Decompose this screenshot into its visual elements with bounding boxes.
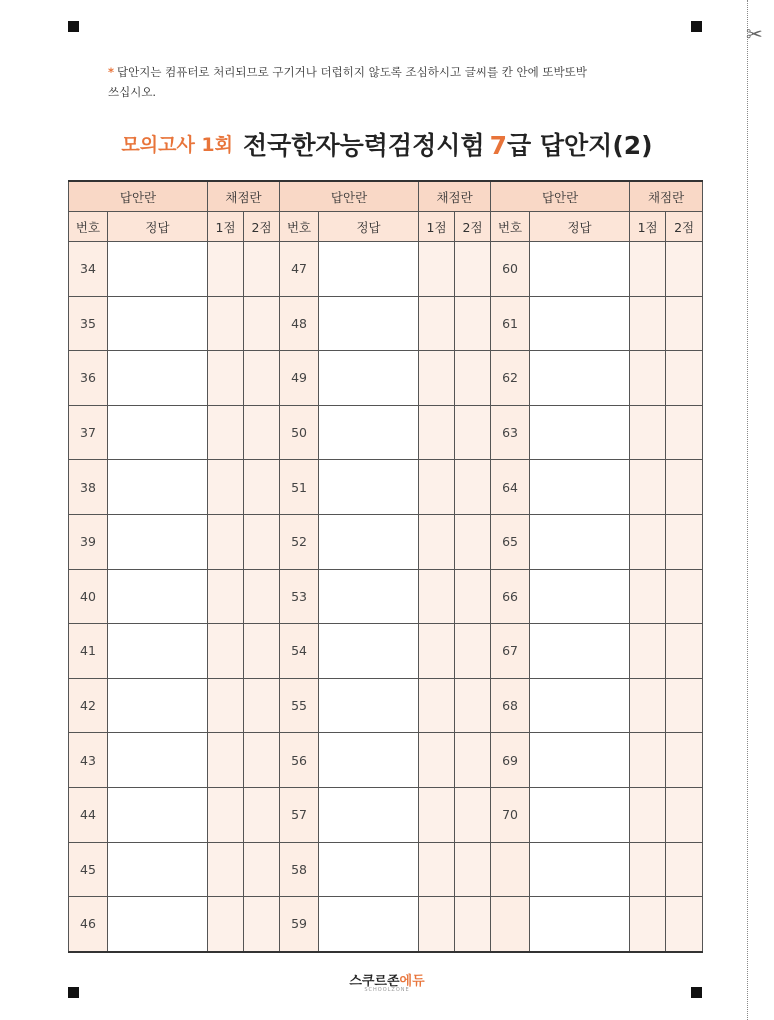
answer-header: 정답	[530, 212, 630, 242]
title-suffix: 급 답안지(2)	[507, 131, 653, 160]
answer-row	[69, 733, 703, 788]
answer-header: 정답	[319, 212, 419, 242]
score2-cell	[244, 242, 280, 297]
score2-cell	[244, 678, 280, 733]
answer-row	[69, 569, 703, 624]
answer-row	[69, 514, 703, 569]
score2-cell	[244, 296, 280, 351]
answer-cell[interactable]	[108, 624, 208, 679]
registration-mark-top-right	[691, 21, 702, 32]
score1-cell	[208, 624, 244, 679]
score1-cell	[630, 460, 666, 515]
score2-cell	[666, 897, 703, 952]
score2-cell	[666, 514, 703, 569]
score2-cell	[666, 460, 703, 515]
answer-cell[interactable]	[530, 569, 630, 624]
answer-row	[69, 787, 703, 842]
question-number: 64	[491, 460, 530, 515]
score2-cell	[244, 624, 280, 679]
title-prefix: 모의고사 1회	[121, 134, 234, 156]
score1-cell	[419, 460, 455, 515]
answer-cell[interactable]	[530, 787, 630, 842]
question-number: 36	[69, 351, 108, 406]
score2-header: 2점	[244, 212, 280, 242]
answer-cell[interactable]	[108, 842, 208, 897]
score2-cell	[666, 787, 703, 842]
score2-header: 2점	[455, 212, 491, 242]
answer-cell[interactable]	[108, 296, 208, 351]
score1-cell	[630, 842, 666, 897]
score1-cell	[208, 897, 244, 952]
score2-cell	[455, 460, 491, 515]
score1-cell	[208, 405, 244, 460]
question-number: 55	[280, 678, 319, 733]
answer-cell[interactable]	[108, 787, 208, 842]
score1-cell	[419, 514, 455, 569]
question-number: 65	[491, 514, 530, 569]
score1-cell	[208, 569, 244, 624]
question-number: 50	[280, 405, 319, 460]
score2-cell	[455, 242, 491, 297]
answer-cell[interactable]	[319, 624, 419, 679]
registration-mark-top-left	[68, 21, 79, 32]
answer-cell[interactable]	[108, 351, 208, 406]
group-score-header: 채점란	[208, 181, 280, 212]
question-number: 54	[280, 624, 319, 679]
page-title	[0, 126, 774, 162]
score2-cell	[244, 351, 280, 406]
question-number: 69	[491, 733, 530, 788]
question-number: 39	[69, 514, 108, 569]
answer-row	[69, 242, 703, 297]
logo-text-b: 에듀	[399, 974, 425, 989]
group-answer-header: 답안란	[280, 181, 419, 212]
question-number: 37	[69, 405, 108, 460]
question-number: 42	[69, 678, 108, 733]
answer-row	[69, 678, 703, 733]
answer-row	[69, 842, 703, 897]
answer-cell[interactable]	[108, 733, 208, 788]
question-number: 44	[69, 787, 108, 842]
score1-cell	[208, 787, 244, 842]
score2-cell	[666, 569, 703, 624]
question-number: 61	[491, 296, 530, 351]
question-number: 47	[280, 242, 319, 297]
score2-cell	[455, 405, 491, 460]
answer-cell[interactable]	[530, 624, 630, 679]
score1-cell	[208, 351, 244, 406]
answer-sheet-table	[68, 180, 703, 953]
score2-cell	[666, 296, 703, 351]
score1-cell	[419, 405, 455, 460]
number-header: 번호	[491, 212, 530, 242]
score1-cell	[630, 897, 666, 952]
answer-cell[interactable]	[319, 897, 419, 952]
answer-row	[69, 460, 703, 515]
notice-line-2: 쓰십시오.	[108, 85, 157, 99]
score1-cell	[630, 787, 666, 842]
question-number: 60	[491, 242, 530, 297]
answer-cell[interactable]	[530, 460, 630, 515]
score1-cell	[419, 842, 455, 897]
answer-cell[interactable]	[319, 787, 419, 842]
group-score-header: 채점란	[630, 181, 703, 212]
score1-cell	[208, 678, 244, 733]
answer-row	[69, 296, 703, 351]
score1-cell	[630, 678, 666, 733]
answer-cell[interactable]	[530, 351, 630, 406]
score1-cell	[630, 242, 666, 297]
question-number: 70	[491, 787, 530, 842]
title-main: 전국한자능력검정시험	[243, 131, 485, 160]
answer-row	[69, 405, 703, 460]
score2-cell	[455, 624, 491, 679]
score2-cell	[244, 514, 280, 569]
question-number: 41	[69, 624, 108, 679]
logo-text-a: 스쿠르존	[349, 974, 400, 989]
score2-cell	[244, 569, 280, 624]
score2-cell	[244, 405, 280, 460]
score1-cell	[630, 296, 666, 351]
score2-cell	[666, 733, 703, 788]
group-score-header: 채점란	[419, 181, 491, 212]
score1-cell	[419, 296, 455, 351]
question-number: 35	[69, 296, 108, 351]
number-header: 번호	[280, 212, 319, 242]
score2-cell	[455, 897, 491, 952]
answer-cell[interactable]	[530, 678, 630, 733]
answer-row	[69, 624, 703, 679]
score2-cell	[455, 733, 491, 788]
header-group-row	[69, 181, 703, 212]
question-number: 45	[69, 842, 108, 897]
score1-cell	[419, 624, 455, 679]
score1-cell	[419, 787, 455, 842]
question-number: 46	[69, 897, 108, 952]
score1-cell	[208, 460, 244, 515]
question-number: 34	[69, 242, 108, 297]
answer-cell[interactable]	[108, 405, 208, 460]
score1-cell	[419, 678, 455, 733]
answer-cell[interactable]	[319, 460, 419, 515]
notice	[108, 62, 688, 102]
score2-cell	[666, 242, 703, 297]
score2-cell	[244, 787, 280, 842]
answer-cell[interactable]	[319, 296, 419, 351]
score1-header: 1점	[208, 212, 244, 242]
score1-cell	[208, 296, 244, 351]
number-header: 번호	[69, 212, 108, 242]
score1-cell	[419, 569, 455, 624]
score2-cell	[666, 624, 703, 679]
answer-cell[interactable]	[319, 242, 419, 297]
score2-cell	[244, 733, 280, 788]
score2-cell	[455, 787, 491, 842]
score2-cell	[455, 514, 491, 569]
score1-cell	[419, 897, 455, 952]
score1-cell	[208, 514, 244, 569]
question-number: 68	[491, 678, 530, 733]
score1-header: 1점	[419, 212, 455, 242]
answer-cell[interactable]	[319, 351, 419, 406]
answer-header: 정답	[108, 212, 208, 242]
group-answer-header: 답안란	[69, 181, 208, 212]
answer-cell[interactable]	[319, 842, 419, 897]
question-number: 43	[69, 733, 108, 788]
answer-cell[interactable]	[530, 405, 630, 460]
answer-cell[interactable]	[319, 514, 419, 569]
score2-cell	[455, 678, 491, 733]
question-number	[491, 842, 530, 897]
question-number: 63	[491, 405, 530, 460]
score1-cell	[208, 242, 244, 297]
score1-cell	[630, 624, 666, 679]
score1-cell	[419, 351, 455, 406]
question-number: 53	[280, 569, 319, 624]
score2-cell	[455, 351, 491, 406]
answer-cell[interactable]	[108, 460, 208, 515]
score2-cell	[244, 842, 280, 897]
answer-cell[interactable]	[108, 678, 208, 733]
question-number: 51	[280, 460, 319, 515]
answer-row	[69, 351, 703, 406]
score2-cell	[666, 351, 703, 406]
answer-cell[interactable]	[108, 897, 208, 952]
question-number: 52	[280, 514, 319, 569]
score2-cell	[455, 296, 491, 351]
score1-cell	[208, 842, 244, 897]
question-number: 59	[280, 897, 319, 952]
answer-cell[interactable]	[530, 296, 630, 351]
publisher-logo	[0, 970, 774, 993]
score1-cell	[630, 569, 666, 624]
scissors-icon: ✂	[746, 22, 763, 46]
score2-cell	[455, 569, 491, 624]
title-grade: 7	[489, 131, 508, 160]
score2-cell	[455, 842, 491, 897]
score1-cell	[630, 514, 666, 569]
score1-cell	[419, 733, 455, 788]
question-number: 49	[280, 351, 319, 406]
question-number: 67	[491, 624, 530, 679]
answer-row	[69, 897, 703, 952]
score1-cell	[208, 733, 244, 788]
score2-cell	[244, 460, 280, 515]
question-number	[491, 897, 530, 952]
answer-cell[interactable]	[530, 897, 630, 952]
answer-cell[interactable]	[530, 733, 630, 788]
question-number: 56	[280, 733, 319, 788]
answer-cell[interactable]	[319, 405, 419, 460]
score2-cell	[244, 897, 280, 952]
answer-cell[interactable]	[108, 569, 208, 624]
question-number: 58	[280, 842, 319, 897]
score1-cell	[630, 405, 666, 460]
question-number: 38	[69, 460, 108, 515]
notice-line-1: 답안지는 컴퓨터로 처리되므로 구기거나 더럽히지 않도록 조심하시고 글씨를 칸 안에 또박또박	[117, 65, 587, 79]
answer-cell[interactable]	[319, 569, 419, 624]
question-number: 62	[491, 351, 530, 406]
question-number: 57	[280, 787, 319, 842]
answer-cell[interactable]	[108, 242, 208, 297]
score2-cell	[666, 405, 703, 460]
group-answer-header: 답안란	[491, 181, 630, 212]
answer-cell[interactable]	[530, 842, 630, 897]
answer-cell[interactable]	[319, 733, 419, 788]
score1-cell	[630, 351, 666, 406]
score1-header: 1점	[630, 212, 666, 242]
header-column-row	[69, 212, 703, 242]
score1-cell	[419, 242, 455, 297]
score2-cell	[666, 842, 703, 897]
answer-cell[interactable]	[530, 242, 630, 297]
score2-header: 2점	[666, 212, 703, 242]
question-number: 48	[280, 296, 319, 351]
answer-cell[interactable]	[319, 678, 419, 733]
question-number: 40	[69, 569, 108, 624]
score2-cell	[666, 678, 703, 733]
answer-cell[interactable]	[108, 514, 208, 569]
asterisk-icon: *	[108, 65, 115, 79]
logo-tagline: SCHOOLZONE	[364, 987, 410, 993]
question-number: 66	[491, 569, 530, 624]
answer-cell[interactable]	[530, 514, 630, 569]
score1-cell	[630, 733, 666, 788]
